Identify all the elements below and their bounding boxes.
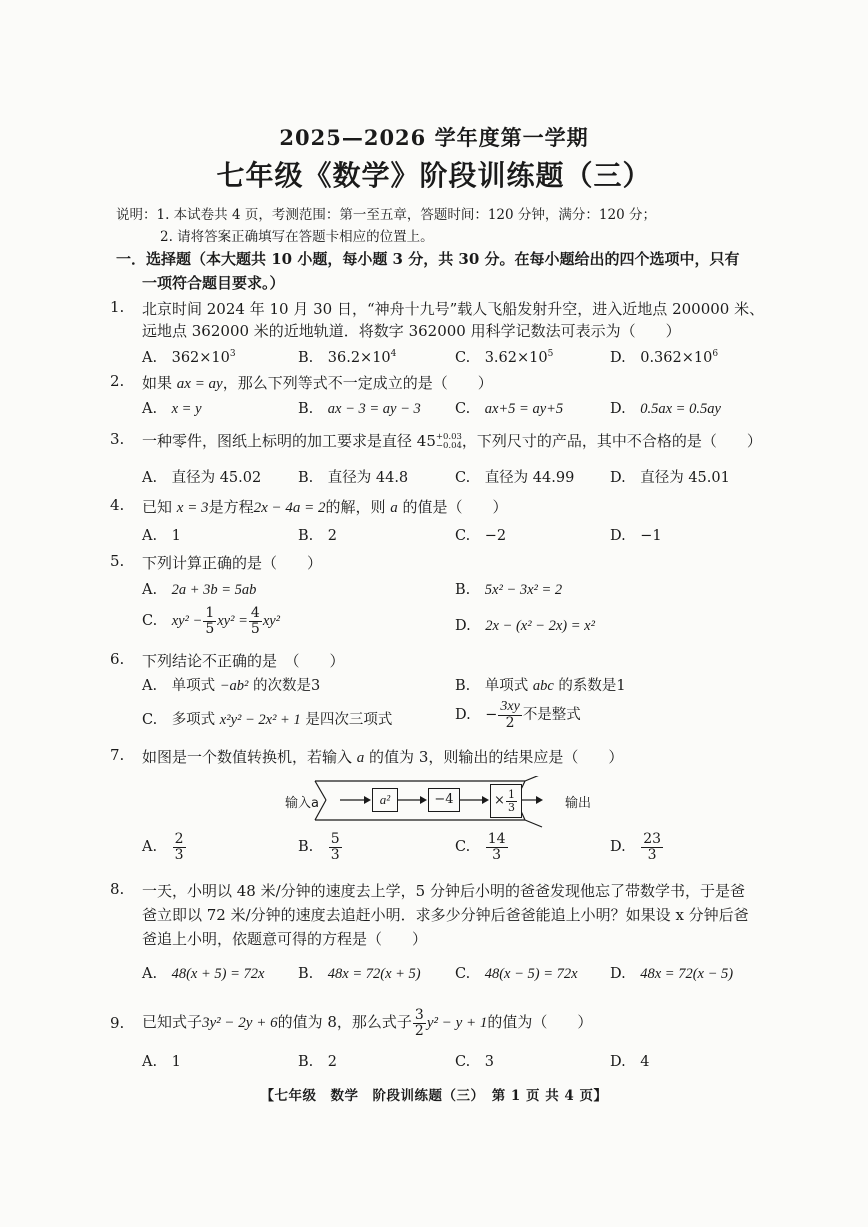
question-text: 远地点 362000 米的近地轨道．将数字 362000 用科学记数法可表示为（ ） [142,322,681,340]
square-box: a² [372,788,398,812]
question-text: 北京时间 2024 年 10 月 30 日，“神舟十九号”载人飞船发射升空，进入近地点 200000 米、 [142,300,765,318]
option-d: D. −1 [610,528,662,544]
option-a: A. 单项式 −ab² 的次数是3 [142,678,321,694]
option-d: D. − $\frac{3xy}{2}$ 不是整式 [455,699,581,731]
question-text: 下列结论不正确的是 （ ） [142,652,345,670]
question-number: 5. [110,552,125,570]
input-label: 输入a [285,796,319,811]
option-b: B. 48x = 72(x + 5) [298,966,421,982]
question-number: 9. [110,1014,125,1032]
question-number: 4. [110,496,125,514]
option-b: B. 直径为 44.8 [298,470,409,486]
instructions-line1: 说明：1. 本试卷共 4 页，考测范围：第一至五章，答题时间：120 分钟，满分：120 分； [116,207,656,223]
option-c: C. xy² − $\frac{1}{5}$ xy² = $\frac{4}{5}$ xy² [142,605,281,637]
option-c: C. 3 [455,1054,494,1070]
option-d: D. $\frac{23}{3}$ [610,831,662,863]
question-number: 6. [110,650,125,668]
option-d: D. 0.5ax = 0.5ay [610,401,721,417]
question-text: 已知式子3y² − 2y + 6的值为 8，那么式子 $\frac{3}{2}$ y² − y + 1的值为（ ） [142,1007,593,1039]
option-c: C. 直径为 44.99 [455,470,575,486]
option-b: B. 单项式 abc 的系数是1 [455,678,626,694]
option-a: A. $\frac{2}{3}$ [142,831,184,863]
subtract-box: −4 [428,788,460,812]
option-c: C. $3.62\times 10^5$ [455,349,554,366]
exam-title-line2: 七年级《数学》阶段训练题（三） [216,159,652,192]
question-number: 8. [110,880,125,898]
output-label: 输出 [565,796,592,811]
option-a: A. 48(x + 5) = 72x [142,966,265,982]
option-d: D. 直径为 45.01 [610,470,730,486]
multiply-box: × $\frac{1}{3}$ [490,784,522,818]
option-b: B. 5x² − 3x² = 2 [455,582,563,598]
option-a: A. 1 [142,528,181,544]
question-text: 如果 ax = ay，那么下列等式不一定成立的是（ ） [142,374,493,392]
question-text: 爸追上小明，依题意可得的方程是（ ） [142,930,428,948]
option-c: C. ax+5 = ay+5 [455,401,564,417]
option-b: B. $36.2\times 10^4$ [298,349,397,366]
question-number: 3. [110,430,125,448]
option-d: D. 4 [610,1054,650,1070]
question-text: 下列计算正确的是（ ） [142,554,323,572]
question-number: 7. [110,746,125,764]
option-b: B. 2 [298,1054,337,1070]
page-footer: 【七年级 数学 阶段训练题（三） 第 1 页 共 4 页】 [260,1088,608,1104]
question-text: 一天，小明以 48 米/分钟的速度去上学，5 分钟后小明的爸爸发现他忘了带数学书，于是爸 [142,882,745,900]
option-d: D. $0.362\times 10^6$ [610,349,719,366]
option-a: A. $362\times 10^3$ [142,349,236,366]
option-d: D. 48x = 72(x − 5) [610,966,734,982]
option-b: B. ax − 3 = ay − 3 [298,401,421,417]
question-text: 爸立即以 72 米/分钟的速度去追赶小明．求多少分钟后爸爸能追上小明？如果设 x 分钟后爸 [142,906,749,924]
tolerance: +0.03 −0.04 [435,431,462,451]
option-d: D. 2x − (x² − 2x) = x² [455,618,595,634]
option-a: A. x = y [142,401,202,417]
section1-heading-line2: 一项符合题目要求。） [142,274,285,292]
section1-heading-line1: 一．选择题（本大题共 10 小题，每小题 3 分，共 30 分。在每小题给出的四个选项中，只有 [116,250,740,268]
question-number: 1. [110,298,125,316]
option-c: C. −2 [455,528,507,544]
number-machine-diagram [280,776,610,828]
question-number: 2. [110,372,125,390]
option-c: C. 48(x − 5) = 72x [455,966,578,982]
instructions-line2: 2. 请将答案正确填写在答题卡相应的位置上。 [160,229,434,245]
option-c: C. 多项式 x²y² − 2x² + 1 是四次三项式 [142,712,393,728]
question-text: 已知 x = 3是方程2x − 4a = 2的解，则 a 的值是（ ） [142,498,508,516]
exam-title-line1: 2025—2026 学年度第一学期 [279,125,589,150]
option-a: A. 1 [142,1054,181,1070]
option-a: A. 直径为 45.02 [142,470,262,486]
option-b: B. 2 [298,528,337,544]
question-text: 一种零件，图纸上标明的加工要求是直径 45 +0.03 −0.04 ，下列尺寸的产品，其中不合格的是（ ） [142,431,762,451]
option-c: C. $\frac{14}{3}$ [455,831,506,863]
question-text: 如图是一个数值转换机，若输入 a 的值为 3，则输出的结果应是（ ） [142,748,624,766]
option-b: B. $\frac{5}{3}$ [298,831,340,863]
option-a: A. 2a + 3b = 5ab [142,582,257,598]
